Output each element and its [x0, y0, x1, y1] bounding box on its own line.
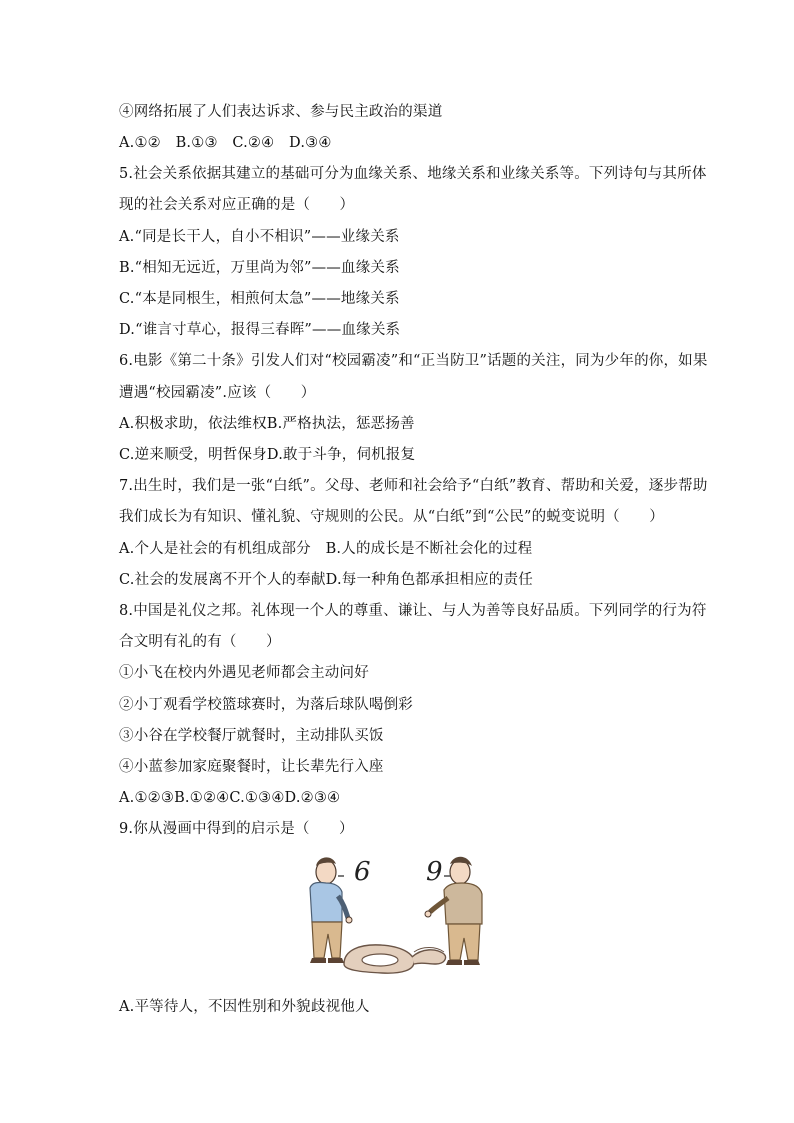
q8-statement-1: ①小飞在校内外遇见老师都会主动问好 — [119, 665, 369, 681]
q8-options: A.①②③B.①②④C.①③④D.②③④ — [119, 790, 341, 806]
q8-statement-3: ③小谷在学校餐厅就餐时，主动排队买饭 — [119, 728, 384, 744]
q8-stem-line2: 合文明有礼的有（ ） — [119, 634, 281, 650]
left-man-figure — [310, 857, 352, 963]
q9-stem: 9.你从漫画中得到的启示是（ ） — [119, 821, 354, 837]
q8-statement-2: ②小丁观看学校篮球赛时，为落后球队喝倒彩 — [119, 697, 413, 713]
q7-options-ab: A.个人是社会的有机组成部分 B.人的成长是不断社会化的过程 — [119, 541, 533, 557]
q5-option-c: C.“本是同根生，相煎何太急”——地缘关系 — [119, 291, 400, 307]
q9-option-a: A.平等待人，不因性别和外貌歧视他人 — [119, 999, 370, 1015]
q6-stem-line1: 6.电影《第二十条》引发人们对“校园霸凌”和“正当防卫”话题的关注，同为少年的你，如果 — [119, 353, 708, 369]
q5-stem-line1: 5.社会关系依据其建立的基础可分为血缘关系、地缘关系和业缘关系等。下列诗句与其所体 — [119, 166, 707, 182]
q7-stem-line2: 我们成长为有知识、懂礼貌、守规则的公民。从“白纸”到“公民”的蜕变说明（ ） — [119, 509, 664, 525]
q6-options-ab: A.积极求助，依法维权B.严格执法，惩恶扬善 — [119, 416, 415, 432]
floor-numeral-shape — [344, 945, 446, 973]
q7-options-cd: C.社会的发展离不开个人的奉献D.每一种角色都承担相应的责任 — [119, 572, 533, 588]
statement-4: ④网络拓展了人们表达诉求、参与民主政治的渠道 — [119, 104, 443, 120]
q5-stem-line2: 现的社会关系对应正确的是（ ） — [119, 197, 355, 213]
q5-option-b: B.“相知无远近，万里尚为邻”——血缘关系 — [119, 260, 400, 276]
q8-statement-4: ④小蓝参加家庭聚餐时，让长辈先行入座 — [119, 759, 384, 775]
right-speech-number: 9 — [426, 857, 443, 887]
q8-stem-line1: 8.中国是礼仪之邦。礼体现一个人的尊重、谦让、与人为善等良好品质。下列同学的行为符 — [119, 603, 707, 619]
q6-stem-line2: 遭遇“校园霸凌”.应该（ ） — [119, 385, 316, 401]
left-speech-number: 6 — [354, 857, 371, 887]
q5-option-a: A.“同是长干人，自小不相识”——业缘关系 — [119, 229, 400, 245]
q4-options: A.①② B.①③ C.②④ D.③④ — [119, 135, 332, 151]
q5-option-d: D.“谁言寸草心，报得三春晖”——血缘关系 — [119, 322, 401, 338]
q6-options-cd: C.逆来顺受，明哲保身D.敢于斗争，伺机报复 — [119, 447, 416, 463]
comic-illustration — [298, 852, 496, 974]
q7-stem-line1: 7.出生时，我们是一张“白纸”。父母、老师和社会给予“白纸”教育、帮助和关爱，逐步帮助 — [119, 478, 708, 494]
